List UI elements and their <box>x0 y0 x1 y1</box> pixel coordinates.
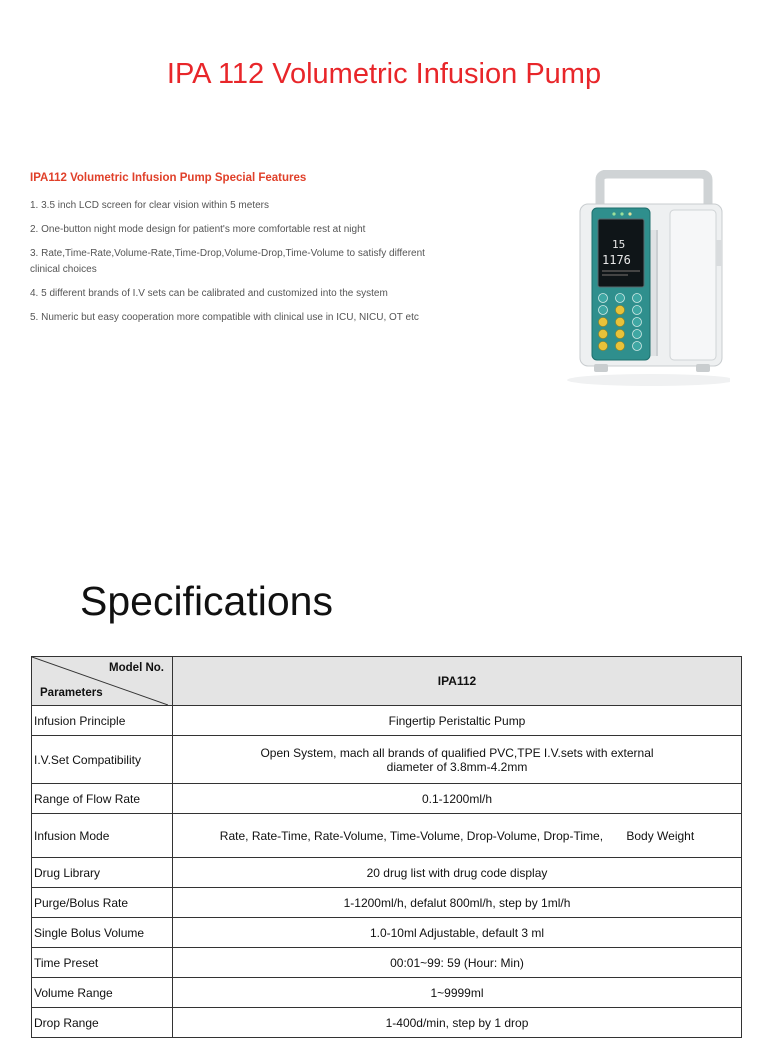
feature-item: 4. 5 different brands of I.V sets can be calibrated and customized into the system <box>30 288 388 299</box>
features-heading: IPA112 Volumetric Infusion Pump Special Features <box>30 172 307 184</box>
table-header-row <box>32 657 742 706</box>
value-cell: Open System, mach all brands of qualified PVC,TPE I.V.sets with external diameter of 3.8mm-4.2mm <box>173 736 742 784</box>
param-cell: Drop Range <box>32 1008 173 1038</box>
value-cell: 1.0-10ml Adjustable, default 3 ml <box>173 918 742 948</box>
param-cell: Infusion Principle <box>32 706 173 736</box>
param-cell: Single Bolus Volume <box>32 918 173 948</box>
page-title: IPA 112 Volumetric Infusion Pump <box>166 58 602 90</box>
specifications-heading: Specifications <box>80 578 333 624</box>
pump-display-line2: 1176 <box>602 253 631 267</box>
table-corner-header <box>32 657 173 706</box>
value-cell: Rate, Rate-Time, Rate-Volume, Time-Volume, Drop-Volume, Drop-Time, Body Weight <box>173 814 742 858</box>
feature-item: 2. One-button night mode design for patient's more comfortable rest at night <box>30 224 366 235</box>
model-no-label: Model No. <box>109 662 164 674</box>
pump-display-line1: 15 <box>612 238 626 251</box>
value-cell: 1-400d/min, step by 1 drop <box>173 1008 742 1038</box>
feature-item: 5. Numeric but easy cooperation more compatible with clinical use in ICU, NICU, OT etc <box>30 312 419 323</box>
features-section <box>30 172 530 334</box>
specifications-table <box>31 656 742 1038</box>
param-cell: Infusion Mode <box>32 814 173 858</box>
feature-item: 1. 3.5 inch LCD screen for clear vision within 5 meters <box>30 200 269 211</box>
value-cell: 1~9999ml <box>173 978 742 1008</box>
value-cell: Fingertip Peristaltic Pump <box>173 706 742 736</box>
value-cell: 0.1-1200ml/h <box>173 784 742 814</box>
table-row <box>32 948 742 978</box>
infusion-pump-image <box>540 170 730 392</box>
parameters-label: Parameters <box>40 687 103 699</box>
param-cell: I.V.Set Compatibility <box>32 736 173 784</box>
table-row <box>32 706 742 736</box>
model-column-header: IPA112 <box>173 657 742 706</box>
param-cell: Time Preset <box>32 948 173 978</box>
param-cell: Drug Library <box>32 858 173 888</box>
feature-item: 3. Rate,Time-Rate,Volume-Rate,Time-Drop,Volume-Drop,Time-Volume to satisfy different clinical choices <box>30 248 425 275</box>
table-row <box>32 1008 742 1038</box>
table-row <box>32 736 742 784</box>
table-row <box>32 888 742 918</box>
value-cell: 1-1200ml/h, defalut 800ml/h, step by 1ml/h <box>173 888 742 918</box>
param-cell: Purge/Bolus Rate <box>32 888 173 918</box>
value-cell: 00:01~99: 59 (Hour: Min) <box>173 948 742 978</box>
param-cell: Range of Flow Rate <box>32 784 173 814</box>
table-row <box>32 978 742 1008</box>
table-row <box>32 814 742 858</box>
table-row <box>32 858 742 888</box>
feature-list <box>30 198 530 326</box>
param-cell: Volume Range <box>32 978 173 1008</box>
value-cell: 20 drug list with drug code display <box>173 858 742 888</box>
table-row <box>32 918 742 948</box>
table-row <box>32 784 742 814</box>
